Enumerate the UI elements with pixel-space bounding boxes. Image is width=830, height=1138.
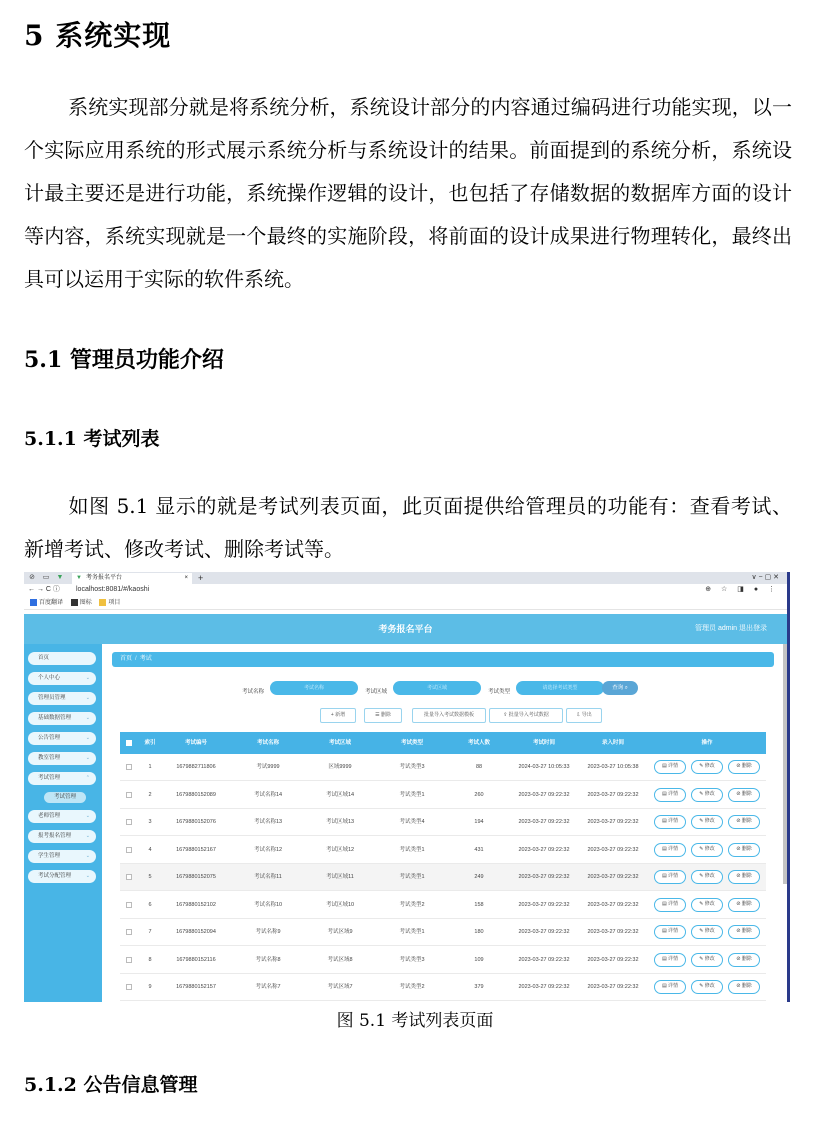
table-row[interactable] [120, 809, 766, 836]
sidebar-item-admin[interactable]: 管理员管理 ⌄ [28, 692, 96, 705]
sidebar-item-registration[interactable]: 报考报名管理 ⌄ [28, 830, 96, 843]
export-button[interactable]: ⇩ 导出 [566, 708, 602, 723]
edit-button[interactable]: ✎ 修改 [691, 980, 723, 994]
cell-entry-time: 2023-03-27 09:22:32 [587, 791, 639, 798]
detail-button[interactable]: ▤ 详情 [654, 898, 686, 912]
cell-index: 8 [148, 956, 152, 963]
th-index: 索引 [144, 740, 156, 746]
cell-exam-area: 区域9999 [328, 764, 352, 770]
cell-exam-count: 249 [474, 874, 484, 880]
cell-exam-area: 考试区域8 [327, 956, 353, 963]
filter-name-input[interactable]: 考试名称 [270, 681, 358, 695]
cell-index: 3 [148, 819, 152, 825]
cell-exam-no: 1679882711806 [176, 764, 216, 770]
cell-exam-time: 2023-03-27 09:22:32 [518, 956, 570, 963]
row-checkbox[interactable] [126, 792, 132, 798]
breadcrumb-current: 考试 [139, 656, 152, 662]
cell-index: 2 [148, 791, 152, 798]
sidebar [24, 644, 102, 1002]
cell-entry-time: 2023-03-27 09:22:32 [587, 846, 639, 853]
cell-exam-area: 考试区域11 [326, 874, 354, 880]
row-checkbox[interactable] [126, 819, 132, 825]
row-delete-button[interactable]: ⊘ 删除 [728, 925, 760, 939]
row-delete-button[interactable]: ⊘ 删除 [728, 980, 760, 994]
sidebar-item-exam[interactable]: 考试管理 ⌃ [28, 772, 96, 785]
table-row[interactable] [120, 864, 766, 891]
import-template-button[interactable]: 批量导入考试数据模板 [412, 708, 486, 723]
edit-button[interactable]: ✎ 修改 [691, 760, 723, 774]
row-checkbox[interactable] [126, 874, 132, 880]
row-delete-button[interactable]: ⊘ 删除 [728, 760, 760, 774]
edit-button[interactable]: ✎ 修改 [691, 925, 723, 939]
cell-exam-area: 考试区域13 [325, 819, 355, 825]
th-exam-area: 考试区域 [328, 740, 351, 746]
cell-exam-name: 考试名称10 [253, 901, 283, 908]
sidebar-item-exam-assign[interactable]: 考试分配管理 ⌄ [28, 870, 96, 883]
cell-exam-name: 考试名称14 [253, 791, 283, 798]
edit-button[interactable]: ✎ 修改 [691, 843, 723, 857]
cell-entry-time: 2023-03-27 09:22:32 [587, 956, 639, 963]
cell-exam-count: 180 [474, 929, 484, 935]
cell-exam-count: 158 [474, 901, 484, 908]
bookmark-projects[interactable]: 项目 [99, 600, 120, 606]
cell-exam-type: 考试类型4 [399, 819, 425, 825]
edit-button[interactable]: ✎ 修改 [691, 870, 723, 884]
chevron-down-icon: ⌄ [85, 695, 90, 701]
table-header [120, 732, 766, 754]
app-header [24, 614, 787, 644]
translate-icon [30, 599, 37, 606]
detail-button[interactable]: ▤ 详情 [654, 843, 686, 857]
cell-exam-type: 考试类型3 [399, 764, 425, 770]
th-operations: 操作 [701, 740, 713, 746]
cell-exam-no: 1679880152094 [176, 929, 216, 935]
cell-entry-time: 2023-03-27 09:22:32 [587, 901, 639, 908]
cell-exam-type: 考试类型1 [399, 846, 425, 853]
filter-type-select[interactable]: 请选择考试类型 [516, 681, 604, 695]
row-checkbox[interactable] [126, 984, 132, 990]
edit-button[interactable]: ✎ 修改 [691, 898, 723, 912]
tab-actions-icon[interactable]: ▭ [42, 574, 50, 581]
scrollbar[interactable] [783, 644, 787, 884]
table-row[interactable] [120, 974, 766, 1001]
vue-logo-icon: ▼ [56, 574, 64, 581]
section-heading-5-1-1: 5.1.1 考试列表 [24, 428, 160, 450]
cell-exam-time: 2023-03-27 09:22:32 [518, 819, 570, 825]
intro-paragraph [24, 86, 792, 301]
cell-exam-name: 考试名称9 [255, 929, 281, 935]
row-delete-button[interactable]: ⊘ 删除 [728, 953, 760, 967]
row-delete-button[interactable]: ⊘ 删除 [728, 815, 760, 829]
cell-entry-time: 2023-03-27 10:05:38 [587, 764, 639, 770]
cell-exam-count: 431 [474, 846, 484, 853]
cell-exam-type: 考试类型2 [399, 984, 425, 990]
detail-button[interactable]: ▤ 详情 [654, 980, 686, 994]
detail-button[interactable]: ▤ 详情 [654, 788, 686, 802]
cell-exam-time: 2023-03-27 09:22:32 [518, 929, 570, 935]
cell-exam-time: 2023-03-27 09:22:32 [518, 901, 570, 908]
row-delete-button[interactable]: ⊘ 删除 [728, 870, 760, 884]
figure-screenshot [24, 572, 790, 1002]
filter-area-input[interactable]: 考试区域 [393, 681, 481, 695]
table-row[interactable] [120, 837, 766, 864]
cell-index: 1 [148, 764, 152, 770]
cell-exam-time: 2023-03-27 09:22:32 [518, 791, 570, 798]
cell-entry-time: 2023-03-27 09:22:32 [587, 984, 639, 990]
add-button[interactable]: + 新增 [320, 708, 356, 723]
tab-close-icon[interactable]: × [184, 575, 188, 581]
tab-favicon-icon: ▼ [76, 575, 82, 581]
cell-index: 4 [148, 846, 152, 853]
cell-entry-time: 2023-03-27 09:22:32 [587, 929, 639, 935]
chevron-down-icon: ⌄ [85, 675, 90, 681]
new-tab-icon[interactable]: + [198, 573, 204, 583]
cell-exam-no: 1679880152089 [176, 791, 216, 798]
cell-entry-time: 2023-03-27 09:22:32 [587, 874, 639, 880]
cell-exam-no: 1679880152102 [176, 901, 216, 908]
detail-button[interactable]: ▤ 详情 [654, 815, 686, 829]
sidebar-item-classroom[interactable]: 教室管理 ⌄ [28, 752, 96, 765]
detail-button[interactable]: ▤ 详情 [654, 760, 686, 774]
nav-buttons[interactable]: ← → C ⓘ [28, 586, 60, 593]
cell-index: 6 [148, 901, 152, 908]
row-delete-button[interactable]: ⊘ 删除 [728, 843, 760, 857]
user-menu[interactable]: 管理员 admin 退出登录 [695, 625, 767, 632]
row-delete-button[interactable]: ⊘ 删除 [728, 788, 760, 802]
icons-folder-icon [71, 599, 78, 606]
cell-exam-name: 考试9999 [256, 764, 280, 770]
sidebar-item-student[interactable]: 学生管理 ⌄ [28, 850, 96, 863]
cell-exam-name: 考试名称12 [253, 846, 283, 853]
sidebar-item-teacher[interactable]: 老师管理 ⌄ [28, 810, 96, 823]
cell-exam-no: 1679880152076 [176, 819, 216, 825]
edit-button[interactable]: ✎ 修改 [691, 815, 723, 829]
cell-exam-area: 考试区域12 [325, 846, 355, 853]
paragraph-5-1-1 [24, 485, 792, 571]
cell-exam-type: 考试类型2 [399, 901, 425, 908]
edit-button[interactable]: ✎ 修改 [691, 953, 723, 967]
chevron-down-icon: ⌄ [85, 853, 90, 859]
chevron-down-icon: ⌄ [85, 873, 90, 879]
cell-exam-no: 1679880152075 [176, 874, 216, 880]
cell-exam-type: 考试类型3 [399, 956, 425, 963]
cell-exam-area: 考试区域7 [327, 984, 353, 990]
cell-exam-name: 考试名称13 [253, 819, 283, 825]
cell-exam-time: 2023-03-27 09:22:32 [518, 846, 570, 853]
address-bar [24, 584, 787, 596]
cell-exam-time: 2023-03-27 09:22:32 [518, 874, 570, 880]
breadcrumb [112, 652, 774, 667]
browser-tab-bar [24, 572, 787, 584]
sidebar-item-basic-data[interactable]: 基础数据管理 ⌄ [28, 712, 96, 725]
th-exam-name: 考试名称 [256, 740, 279, 746]
cell-exam-count: 260 [474, 791, 484, 798]
sidebar-subitem-exam[interactable]: 考试管理 [44, 792, 86, 803]
chevron-down-icon: ⌄ [85, 833, 90, 839]
th-exam-type: 考试类型 [400, 740, 423, 746]
sidebar-item-profile[interactable]: 个人中心 ⌄ [28, 672, 96, 685]
paragraph-5-1-1-text: 如图 5.1 显示的就是考试列表页面，此页面提供给管理员的功能有：查看考试、新增考试、修改考试、删除考试等。 [24, 494, 792, 561]
bookmarks-bar [24, 596, 787, 610]
filter-name-label: 考试名称 [242, 689, 265, 695]
row-checkbox[interactable] [126, 957, 132, 963]
chevron-down-icon: ⌄ [85, 755, 90, 761]
browser-tab[interactable] [72, 573, 192, 584]
table-row[interactable] [120, 892, 766, 919]
filter-type-label: 考试类型 [488, 689, 511, 695]
th-entry-time: 录入时间 [601, 740, 624, 746]
main-content [102, 644, 787, 1002]
chevron-down-icon: ⌄ [85, 715, 90, 721]
row-checkbox[interactable] [126, 764, 132, 770]
search-button[interactable]: 查询 ⌕ [602, 681, 638, 695]
th-exam-count: 考试人数 [467, 740, 490, 746]
delete-button[interactable]: ☰ 删除 [364, 708, 402, 723]
cell-exam-count: 88 [475, 764, 483, 770]
row-checkbox[interactable] [126, 902, 132, 908]
sidebar-item-home[interactable]: 首页 [28, 652, 96, 665]
cell-exam-time: 2023-03-27 09:22:32 [518, 984, 570, 990]
cell-exam-time: 2024-03-27 10:05:33 [518, 764, 570, 770]
bookmark-icons[interactable]: 图标 [71, 600, 92, 606]
row-checkbox[interactable] [126, 929, 132, 935]
sidebar-item-notice[interactable]: 公告管理 ⌄ [28, 732, 96, 745]
th-exam-time: 考试时间 [532, 740, 555, 746]
cell-exam-no: 1679880152167 [176, 846, 216, 853]
chapter-heading: 5 系统实现 [24, 19, 172, 52]
chevron-up-icon: ⌃ [85, 775, 90, 781]
detail-button[interactable]: ▤ 详情 [654, 953, 686, 967]
th-exam-no: 考试编号 [184, 740, 207, 746]
cell-exam-count: 194 [474, 819, 484, 825]
cell-index: 7 [148, 929, 152, 935]
cell-exam-count: 379 [474, 984, 484, 990]
cell-exam-name: 考试名称11 [254, 874, 282, 880]
cell-exam-type: 考试类型1 [399, 929, 425, 935]
chevron-down-icon: ⌄ [85, 813, 90, 819]
table-row[interactable] [120, 754, 766, 781]
app-title: 考务报名平台 [378, 624, 433, 634]
table-row[interactable] [120, 947, 766, 974]
folder-icon [99, 599, 106, 606]
cell-index: 9 [148, 984, 152, 990]
bookmark-translate[interactable]: 百度翻译 [30, 600, 63, 606]
cell-index: 5 [148, 874, 152, 880]
cell-exam-no: 1679880152116 [176, 956, 216, 963]
breadcrumb-home[interactable]: 首页 [120, 656, 133, 662]
figure-caption: 图 5.1 考试列表页面 [336, 1011, 494, 1031]
detail-button[interactable]: ▤ 详情 [654, 925, 686, 939]
edit-button[interactable]: ✎ 修改 [691, 788, 723, 802]
table-row[interactable] [120, 782, 766, 809]
breadcrumb-separator: / [135, 656, 137, 662]
table-row[interactable] [120, 919, 766, 946]
section-heading-5-1-2: 5.1.2 公告信息管理 [24, 1074, 198, 1096]
select-all-checkbox[interactable] [126, 740, 132, 746]
detail-button[interactable]: ▤ 详情 [654, 870, 686, 884]
cell-exam-type: 考试类型1 [399, 791, 425, 798]
cell-exam-no: 1679880152157 [176, 984, 216, 990]
cell-entry-time: 2023-03-27 09:22:32 [587, 819, 639, 825]
profile-icon[interactable]: ⊘ [29, 574, 35, 581]
row-checkbox[interactable] [126, 847, 132, 853]
cell-exam-name: 考试名称7 [255, 984, 281, 990]
cell-exam-area: 考试区域10 [325, 901, 355, 908]
cell-exam-type: 考试类型1 [399, 874, 425, 880]
filter-area-label: 考试区域 [365, 689, 388, 695]
window-controls[interactable]: ∨ − ▢ ✕ [751, 574, 779, 581]
url-field[interactable]: localhost:8081/#/kaoshi [76, 586, 150, 593]
chevron-down-icon: ⌄ [85, 735, 90, 741]
import-data-button[interactable]: ⇪ 批量导入考试数据 [489, 708, 563, 723]
tab-title: 考务报名平台 [86, 575, 123, 581]
cell-exam-area: 考试区域9 [327, 929, 353, 935]
row-delete-button[interactable]: ⊘ 删除 [728, 898, 760, 912]
intro-paragraph-text: 系统实现部分就是将系统分析，系统设计部分的内容通过编码进行功能实现，以一个实际应用系统的形式展示系统分析与系统设计的结果。前面提到的系统分析，系统设计最主要还是进行功能，系统操作逻辑的设计，也包括了存储数据的数据库方面的设计等内容，系统实现就是一个最终的实施阶段，将前面的设计成果进行物理转化，最终出具可以运用于实际的软件系统。 [24, 95, 792, 291]
section-heading-5-1: 5.1 管理员功能介绍 [24, 347, 224, 373]
cell-exam-name: 考试名称8 [255, 956, 281, 963]
toolbar-right-icons[interactable]: ⊕ ☆ ◨ ● ⋮ [705, 586, 779, 593]
cell-exam-count: 109 [474, 956, 484, 963]
cell-exam-area: 考试区域14 [325, 791, 355, 798]
